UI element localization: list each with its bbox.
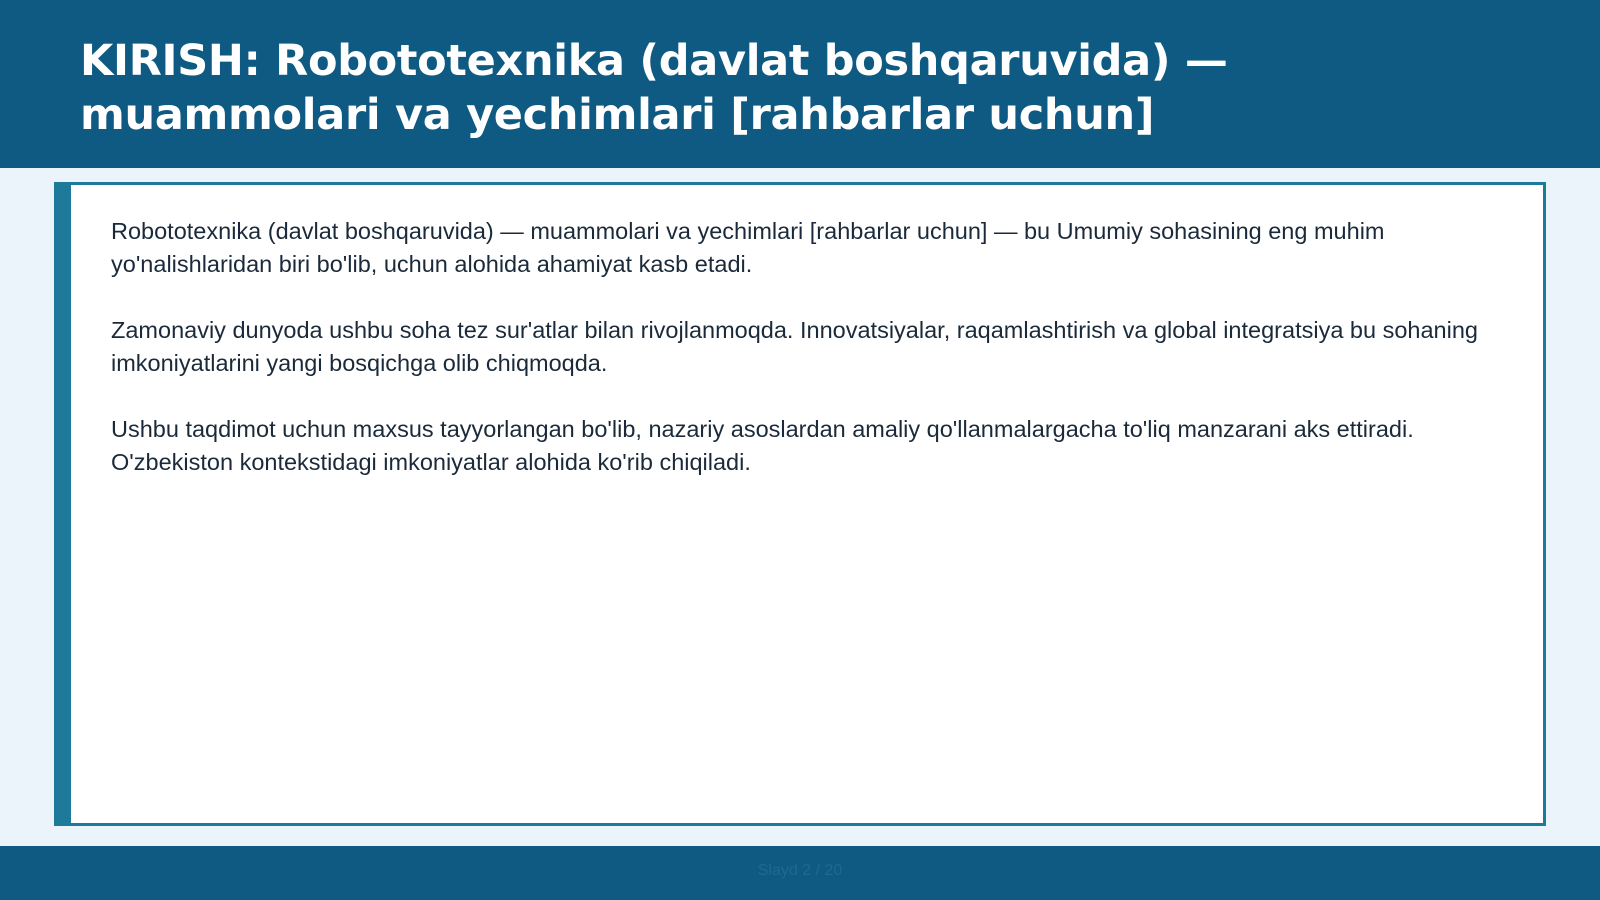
content-card xyxy=(54,182,1546,826)
paragraph-presentation-purpose: Ushbu taqdimot uchun maxsus tayyorlangan bo'lib, nazariy asoslardan amaliy qo'llanmalargacha to'liq manzarani aks ettiradi. O'zbekiston kontekstidagi imkoniyatlar alohida ko'rib chiqiladi. xyxy=(111,416,1414,475)
slide-footer xyxy=(0,846,1600,900)
slide-header xyxy=(0,0,1600,168)
slide-number: Slayd 2 / 20 xyxy=(757,862,843,879)
paragraph-modern-world: Zamonaviy dunyoda ushbu soha tez sur'atlar bilan rivojlanmoqda. Innovatsiyalar, raqamlashtirish va global integratsiya bu sohaning imkoniyatlarini yangi bosqichga olib chiqmoqda. xyxy=(111,317,1478,376)
slide-title: KIRISH: Robototexnika (davlat boshqaruvida) — muammolari va yechimlari [rahbarlar uchun] xyxy=(80,36,1228,140)
paragraph-intro: Robototexnika (davlat boshqaruvida) — muammolari va yechimlari [rahbarlar uchun] — bu Umumiy sohasining eng muhim yo'nalishlaridan biri bo'lib, uchun alohida ahamiyat kasb etadi. xyxy=(111,218,1385,277)
